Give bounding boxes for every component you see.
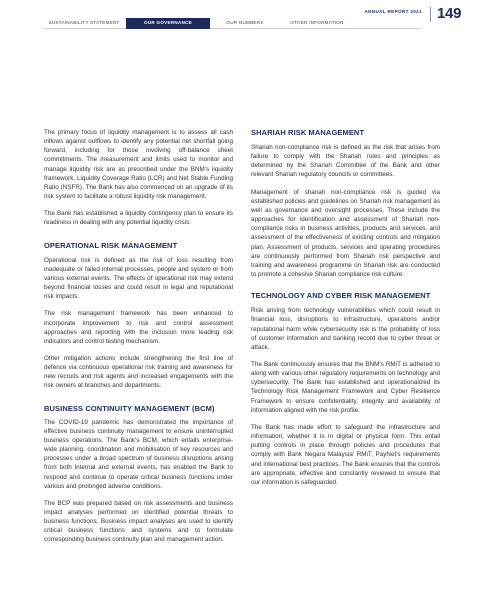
page-number: 149 (437, 5, 462, 22)
shariah-definition-paragraph: Shariah non-compliance risk is defined as the risk that arises from failure to comply with the Shariah rules and principles as determined by the Shariah Committee of the Bank and other relevant Shariah regulatory councils or committees. (251, 144, 440, 179)
bcm-heading: BUSINESS CONTINUITY MANAGEMENT (BCM) (44, 403, 215, 413)
tab-our-numbers[interactable]: OUR NUMBERS (226, 20, 264, 25)
technology-cyber-risk-heading: TECHNOLOGY AND CYBER RISK MANAGEMENT (251, 291, 431, 301)
right-column (251, 128, 440, 487)
header-divider (430, 7, 431, 22)
tab-sustainability-statement[interactable]: SUSTAINABILITY STATEMENT (48, 20, 120, 25)
operational-risk-heading: OPERATIONAL RISK MANAGEMENT (44, 240, 178, 250)
rmit-compliance-paragraph: The Bank continuously ensures that the BNM's RMiT is adhered to along with various other regulatory requirements on technology and cybersecurity. The Bank has established and operationalized its Technology Risk Management Framework and Cyber Resilience Framework to ensure confidentiality, integrity and availability of information aligned with the risk profile. (251, 360, 440, 414)
bcp-paragraph: The BCP was prepared based on risk assessments and business impact analyses performed on identified potential threats to business functions. Business impact analyses are used to identify critical business functions and systems and to formulate corresponding business continuity plan and management action. (44, 499, 233, 544)
operational-risk-definition: Operational risk is defined as the risk of loss resulting from inadequate or failed internal processes, people and system or from various external events. The effects of operational risk may extend beyond financial losses and could result in legal and reputational risk impacts. (44, 256, 233, 301)
section-nav (44, 18, 420, 29)
safeguard-paragraph: The Bank has made effort to safeguard the infrastructure and information, whether it is in digital or physical form. This entail putting controls in place through policies and procedures that comply with Bank Negara Malaysia' RMiT, PayNet's requirements and international best practices. The Bank ensures that the controls are appropriate, effective and constantly reviewed to ensure that our information is safeguarded. (251, 423, 440, 486)
tab-our-governance[interactable]: OUR GOVERNANCE (126, 18, 210, 29)
annual-report-label: ANNUAL REPORT 2021 (364, 9, 422, 14)
tab-other-information[interactable]: OTHER INFORMATION (290, 20, 344, 25)
liquidity-paragraph: The primary focus of liquidity management is to assess all cash inflows against outflows to identify any potential net shortfall going forward, including for those involving off-balance sheet commitments. The measurement and limits used to monitor and manage liquidity risk are as prescribed under the BNM's liquidity framework, Liquidity Coverage Ratio (LCR) and Net Stable Funding Ratio (NSFR). The Bank has also commenced on an upgrade of its risk system to facilitate a robust liquidity risk management. (44, 129, 233, 201)
bcm-paragraph: The COVID-19 pandemic has demonstrated the importance of effective business continuity management to ensure uninterrupted business operations. The Bank's BCM, which entails enterprise-wide planning, coordination and mobilisation of key resources and processes under a broad spectrum of business disruptions arising from both internal and external events, has enabled the Bank to respond and continue to operate critical business functions under various and prolonged adverse conditions. (44, 418, 233, 490)
liquidity-contingency-paragraph: The Bank has established a liquidity contingency plan to ensure its readiness in dealing with any potential liquidity crisis. (44, 210, 233, 227)
left-column (44, 128, 233, 545)
mitigation-paragraph: Other mitigation actions include strengthening the first line of defence via continuous operational risk training and awareness for new recruits and risk agents and increased engagements with the risk owners at branches and departments. (44, 354, 233, 390)
technology-risk-definition: Risk arising from technology vulnerabilities which could result in financial loss, disruptions to infrastructure, operations and/or reputational harm while cybersecurity risk is the probability of loss of customer information and banking record due to cyber threat or attack. (251, 307, 440, 351)
shariah-risk-heading: SHARIAH RISK MANAGEMENT (251, 128, 365, 137)
risk-framework-paragraph: The risk management framework has been enhanced to incorporate improvement to risk and control assessment approaches and reporting with the inclusion more leading risk indicators and control testing mechanism. (44, 310, 233, 345)
shariah-management-paragraph: Management of shariah non-compliance risk is guided via established policies and guidelines on Shariah risk management as well as governance and oversight processes. These include the approaches for identification and assessment of Shariah non-compliance risks in business activities, products and services, and assessment of the effectiveness of existing controls and mitigation plan. Assessment of products, services and operating procedures are continuously performed from Shariah risk perspective and training and awareness programme on Shariah risk are conducted to promote a cohesive Shariah compliance risk culture. (251, 188, 440, 279)
